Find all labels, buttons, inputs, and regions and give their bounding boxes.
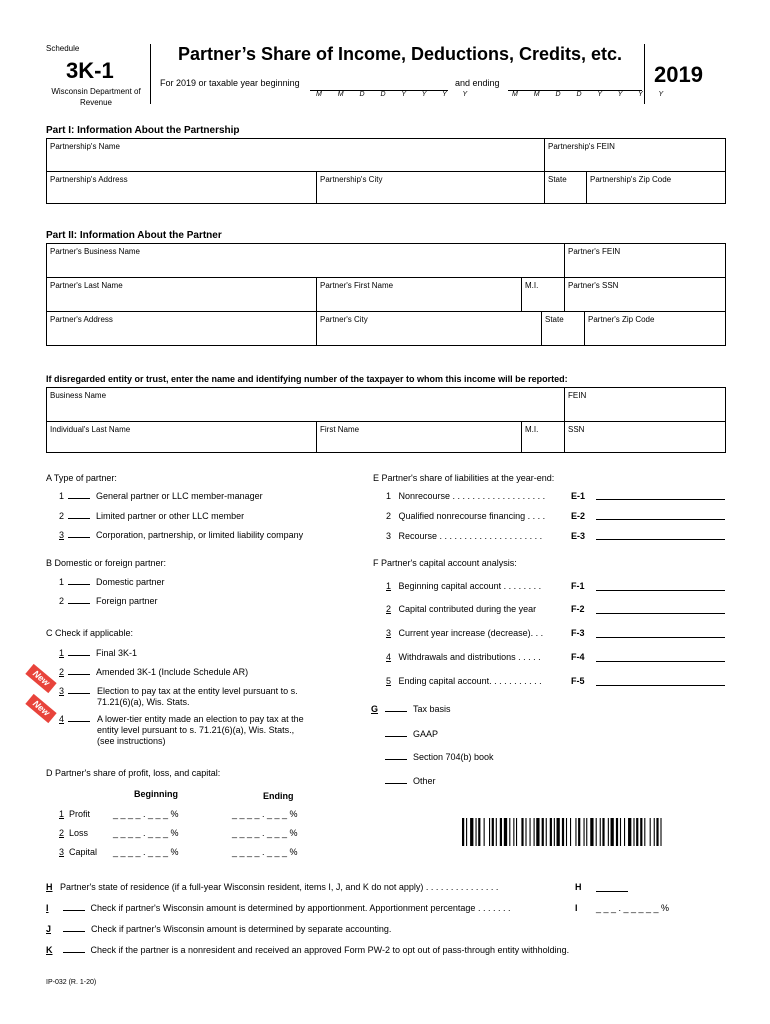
item-text: Check if partner's Wisconsin amount is determined by separate accounting. (91, 924, 392, 934)
section-b-title: B Domestic or foreign partner: (46, 558, 167, 568)
line-code: E-3 (571, 531, 586, 541)
checkbox[interactable] (68, 491, 90, 499)
section-g-letter (371, 704, 378, 714)
line-code: F-1 (571, 581, 585, 591)
section-f-line (386, 581, 541, 591)
row-label: Capital (69, 847, 98, 857)
tax-year-end-label: and ending (455, 78, 500, 88)
item-h (46, 882, 498, 892)
option-number: 1 (59, 648, 65, 658)
checkbox[interactable] (68, 511, 90, 519)
disregarded-business-name-field[interactable] (47, 388, 565, 422)
form-footer: IP-032 (R. 1-20) (46, 979, 97, 986)
item-text: Check if the partner is a nonresident and received an approved Form PW-2 to opt out of pass-through entity withholding. (90, 945, 570, 955)
current-year-increase-field[interactable] (596, 630, 725, 638)
option-label: A lower-tier entity made an election to pay tax at the entity level pursuant to s. 71.21(6)(a), Wis. Stats., (see instructions) (97, 714, 304, 746)
option-label: Other (413, 776, 436, 786)
line-code: F-4 (571, 652, 585, 662)
option-label: GAAP (413, 729, 439, 739)
option-label: Foreign partner (96, 596, 158, 606)
tax-year-begin-label: For 2019 or taxable year beginning (160, 78, 300, 88)
part2-box (46, 243, 726, 346)
option-label: Tax basis (413, 704, 451, 714)
new-badge: New (25, 694, 56, 723)
partnership-zip-field[interactable] (587, 172, 725, 204)
partnership-state-label: State (548, 175, 567, 184)
profit-ending-field[interactable]: _ _ _ _ . _ _ _ % (232, 809, 298, 819)
form-title: Partner’s Share of Income, Deductions, Credits, etc. (177, 44, 623, 64)
option-number: 3 (59, 686, 65, 696)
apportionment-percentage-field[interactable]: _ _ _ . _ _ _ _ _ % (596, 903, 670, 913)
option-number: 3 (59, 530, 65, 540)
partnership-state-field[interactable] (545, 172, 587, 204)
section-g-option[interactable] (385, 752, 494, 762)
option-label: General partner or LLC member-manager (96, 491, 263, 501)
capital-ending-field[interactable]: _ _ _ _ . _ _ _ % (232, 847, 298, 857)
section-f-line (386, 628, 543, 638)
partner-address-label: Partner's Address (50, 315, 113, 324)
line-number: 1 (386, 491, 392, 501)
section-f-line (386, 676, 542, 686)
loss-ending-field[interactable]: _ _ _ _ . _ _ _ % (232, 828, 298, 838)
section-c-option[interactable] (59, 686, 96, 696)
line-number: 3 (386, 628, 392, 638)
section-a-title: A Type of partner: (46, 473, 117, 483)
part1-title: Part I: Information About the Partnership (46, 125, 240, 136)
part2-title: Part II: Information About the Partner (46, 230, 222, 241)
checkbox[interactable] (68, 648, 90, 656)
section-a-option[interactable] (59, 511, 244, 521)
partner-business-name-field[interactable] (47, 244, 565, 278)
row-number: 3 (59, 847, 65, 857)
item-code: I (575, 903, 578, 913)
line-label: Capital contributed during the year (398, 604, 537, 614)
section-b-option[interactable] (59, 577, 165, 587)
partner-first-name-label: Partner's First Name (320, 281, 394, 290)
loss-beginning-field[interactable]: _ _ _ _ . _ _ _ % (113, 828, 179, 838)
partnership-address-field[interactable] (47, 172, 317, 204)
option-label: Corporation, partnership, or limited liability company (96, 530, 304, 540)
checkbox[interactable] (68, 596, 90, 604)
disregarded-business-name-label: Business Name (50, 391, 107, 400)
withdrawals-field[interactable] (596, 654, 725, 662)
partnership-name-label: Partnership's Name (50, 142, 120, 151)
line-label: Nonrecourse . . . . . . . . . . . . . . . . . . . (398, 491, 546, 501)
section-f-line (386, 604, 536, 614)
section-a-option[interactable] (59, 491, 263, 501)
option-label: Amended 3K-1 (Include Schedule AR) (96, 667, 249, 677)
checkbox[interactable] (68, 530, 90, 538)
line-code: F-5 (571, 676, 585, 686)
loss-row (59, 828, 88, 838)
recourse-amount-field[interactable] (596, 532, 725, 540)
line-code: E-1 (571, 491, 586, 501)
checkbox[interactable] (63, 903, 85, 911)
partner-last-name-field[interactable] (47, 278, 317, 312)
row-label: Profit (69, 809, 91, 819)
disregarded-ssn-field[interactable] (565, 422, 725, 452)
disregarded-last-name-field[interactable] (47, 422, 317, 452)
line-number: 2 (386, 604, 392, 614)
item-letter: I (46, 903, 49, 913)
checkbox[interactable] (68, 686, 90, 694)
checkbox[interactable] (385, 752, 407, 760)
line-code: F-2 (571, 604, 585, 614)
disregarded-ssn-label: SSN (568, 425, 585, 434)
section-e-title: E Partner's share of liabilities at the year-end: (373, 473, 555, 483)
checkbox[interactable] (385, 704, 407, 712)
section-c-title: C Check if applicable: (46, 628, 134, 638)
disregarded-fein-label: FEIN (568, 391, 587, 400)
end-date-format: M M D D Y Y Y Y (512, 91, 671, 98)
checkbox[interactable] (63, 945, 85, 953)
begin-date-format: M M D D Y Y Y Y (316, 91, 475, 98)
item-j (46, 924, 391, 934)
qualified-nonrecourse-amount-field[interactable] (596, 512, 725, 520)
line-code: F-3 (571, 628, 585, 638)
line-label: Recourse . . . . . . . . . . . . . . . . . . . . . (398, 531, 543, 541)
item-letter: K (46, 945, 53, 955)
option-number: 2 (59, 511, 65, 521)
option-number: 4 (59, 714, 65, 724)
section-g-option[interactable] (385, 729, 438, 739)
option-label: Section 704(b) book (413, 752, 494, 762)
disregarded-last-name-label: Individual's Last Name (50, 425, 131, 434)
option-label: Limited partner or other LLC member (96, 511, 245, 521)
partner-state-label: State (545, 315, 564, 324)
disregarded-title: If disregarded entity or trust, enter the name and identifying number of the taxpayer to whom this income will be reported: (46, 374, 568, 384)
profit-beginning-field[interactable]: _ _ _ _ . _ _ _ % (113, 809, 179, 819)
capital-row (59, 847, 97, 857)
partner-city-field[interactable] (317, 312, 542, 345)
tax-year: 2019 (654, 62, 703, 87)
section-d-title: D Partner's share of profit, loss, and capital: (46, 768, 221, 778)
item-i (46, 903, 510, 913)
checkbox[interactable] (68, 667, 90, 675)
beginning-header: Beginning (134, 789, 178, 799)
checkbox[interactable] (68, 714, 90, 722)
disregarded-first-name-field[interactable] (317, 422, 522, 452)
option-label: Election to pay tax at the entity level pursuant to s. 71.21(6)(a), Wis. Stats. (97, 686, 298, 707)
nonrecourse-amount-field[interactable] (596, 492, 725, 500)
profit-row (59, 809, 90, 819)
partnership-zip-label: Partnership's Zip Code (590, 175, 672, 184)
item-text: Partner's state of residence (if a full-year Wisconsin resident, items I, J, and K do not apply) . . . . . . . . . . . . . . . (60, 882, 499, 892)
form-number: 3K-1 (66, 58, 114, 83)
line-number: 2 (386, 511, 392, 521)
partner-ssn-label: Partner's SSN (568, 281, 619, 290)
ending-capital-field[interactable] (596, 678, 725, 686)
checkbox[interactable] (63, 924, 85, 932)
partner-zip-field[interactable] (585, 312, 725, 345)
checkbox[interactable] (68, 577, 90, 585)
checkbox[interactable] (385, 729, 407, 737)
schedule-label: Schedule (46, 44, 80, 53)
line-label: Qualified nonrecourse financing . . . . (398, 511, 546, 521)
partnership-fein-field[interactable] (545, 139, 725, 172)
disregarded-fein-field[interactable] (565, 388, 725, 422)
partner-city-label: Partner's City (320, 315, 368, 324)
item-k (46, 945, 569, 955)
new-badge: New (25, 664, 56, 693)
partner-state-field[interactable] (542, 312, 585, 345)
item-text: Check if partner's Wisconsin amount is determined by apportionment. Apportionment percentage . . . . . . . (90, 903, 511, 913)
section-c-option[interactable] (59, 667, 248, 677)
line-code: E-2 (571, 511, 586, 521)
option-number: 1 (59, 491, 65, 501)
section-f-line (386, 652, 541, 662)
header-divider (150, 44, 151, 104)
partner-business-name-label: Partner's Business Name (50, 247, 141, 256)
partnership-name-field[interactable] (47, 139, 545, 172)
item-code: H (575, 882, 582, 892)
ending-header: Ending (263, 791, 294, 801)
line-label: Beginning capital account . . . . . . . . (398, 581, 542, 591)
checkbox[interactable] (385, 776, 407, 784)
disregarded-mi-field[interactable] (522, 422, 565, 452)
capital-contributed-field[interactable] (596, 606, 725, 614)
partner-last-name-label: Partner's Last Name (50, 281, 123, 290)
state-of-residence-field[interactable] (596, 884, 628, 892)
partner-ssn-field[interactable] (565, 278, 725, 312)
disregarded-first-name-label: First Name (320, 425, 360, 434)
option-label: Final 3K-1 (96, 648, 138, 658)
line-label: Current year increase (decrease). . . (398, 628, 544, 638)
line-number: 4 (386, 652, 392, 662)
disregarded-mi-label: M.I. (525, 425, 539, 434)
partner-mi-label: M.I. (525, 281, 539, 290)
row-number: 1 (59, 809, 65, 819)
part1-box (46, 138, 726, 204)
section-g-option[interactable] (385, 704, 451, 714)
option-number: 2 (59, 596, 65, 606)
section-e-line (386, 511, 545, 521)
item-letter: H (46, 882, 53, 892)
section-b-option[interactable] (59, 596, 158, 606)
option-label: Domestic partner (96, 577, 165, 587)
capital-beginning-field[interactable]: _ _ _ _ . _ _ _ % (113, 847, 179, 857)
row-number: 2 (59, 828, 65, 838)
section-letter: G (371, 704, 379, 714)
line-number: 1 (386, 581, 392, 591)
section-e-line (386, 531, 542, 541)
department-name: Wisconsin Department of Revenue (51, 87, 141, 107)
partnership-city-field[interactable] (317, 172, 545, 204)
item-letter: J (46, 924, 52, 934)
partner-first-name-field[interactable] (317, 278, 522, 312)
section-g-option[interactable] (385, 776, 436, 786)
partner-fein-field[interactable] (565, 244, 725, 278)
partner-zip-label: Partner's Zip Code (588, 315, 655, 324)
section-a-option[interactable] (59, 530, 303, 540)
partnership-city-label: Partnership's City (320, 175, 383, 184)
partnership-address-label: Partnership's Address (50, 175, 128, 184)
partner-address-field[interactable] (47, 312, 317, 345)
barcode-image (462, 818, 726, 846)
option-number: 2 (59, 667, 65, 677)
line-number: 3 (386, 531, 392, 541)
partnership-fein-label: Partnership's FEIN (548, 142, 615, 151)
option-number: 1 (59, 577, 65, 587)
line-label: Withdrawals and distributions . . . . . (398, 652, 541, 662)
partner-fein-label: Partner's FEIN (568, 247, 621, 256)
section-e-line (386, 491, 545, 501)
section-c-option[interactable] (59, 648, 137, 658)
line-number: 5 (386, 676, 392, 686)
row-label: Loss (69, 828, 89, 838)
partner-mi-field[interactable] (522, 278, 565, 312)
line-label: Ending capital account. . . . . . . . . . . (398, 676, 542, 686)
section-c-option[interactable] (59, 714, 96, 724)
beginning-capital-field[interactable] (596, 583, 725, 591)
section-f-title: F Partner's capital account analysis: (373, 558, 517, 568)
disregarded-box (46, 387, 726, 453)
